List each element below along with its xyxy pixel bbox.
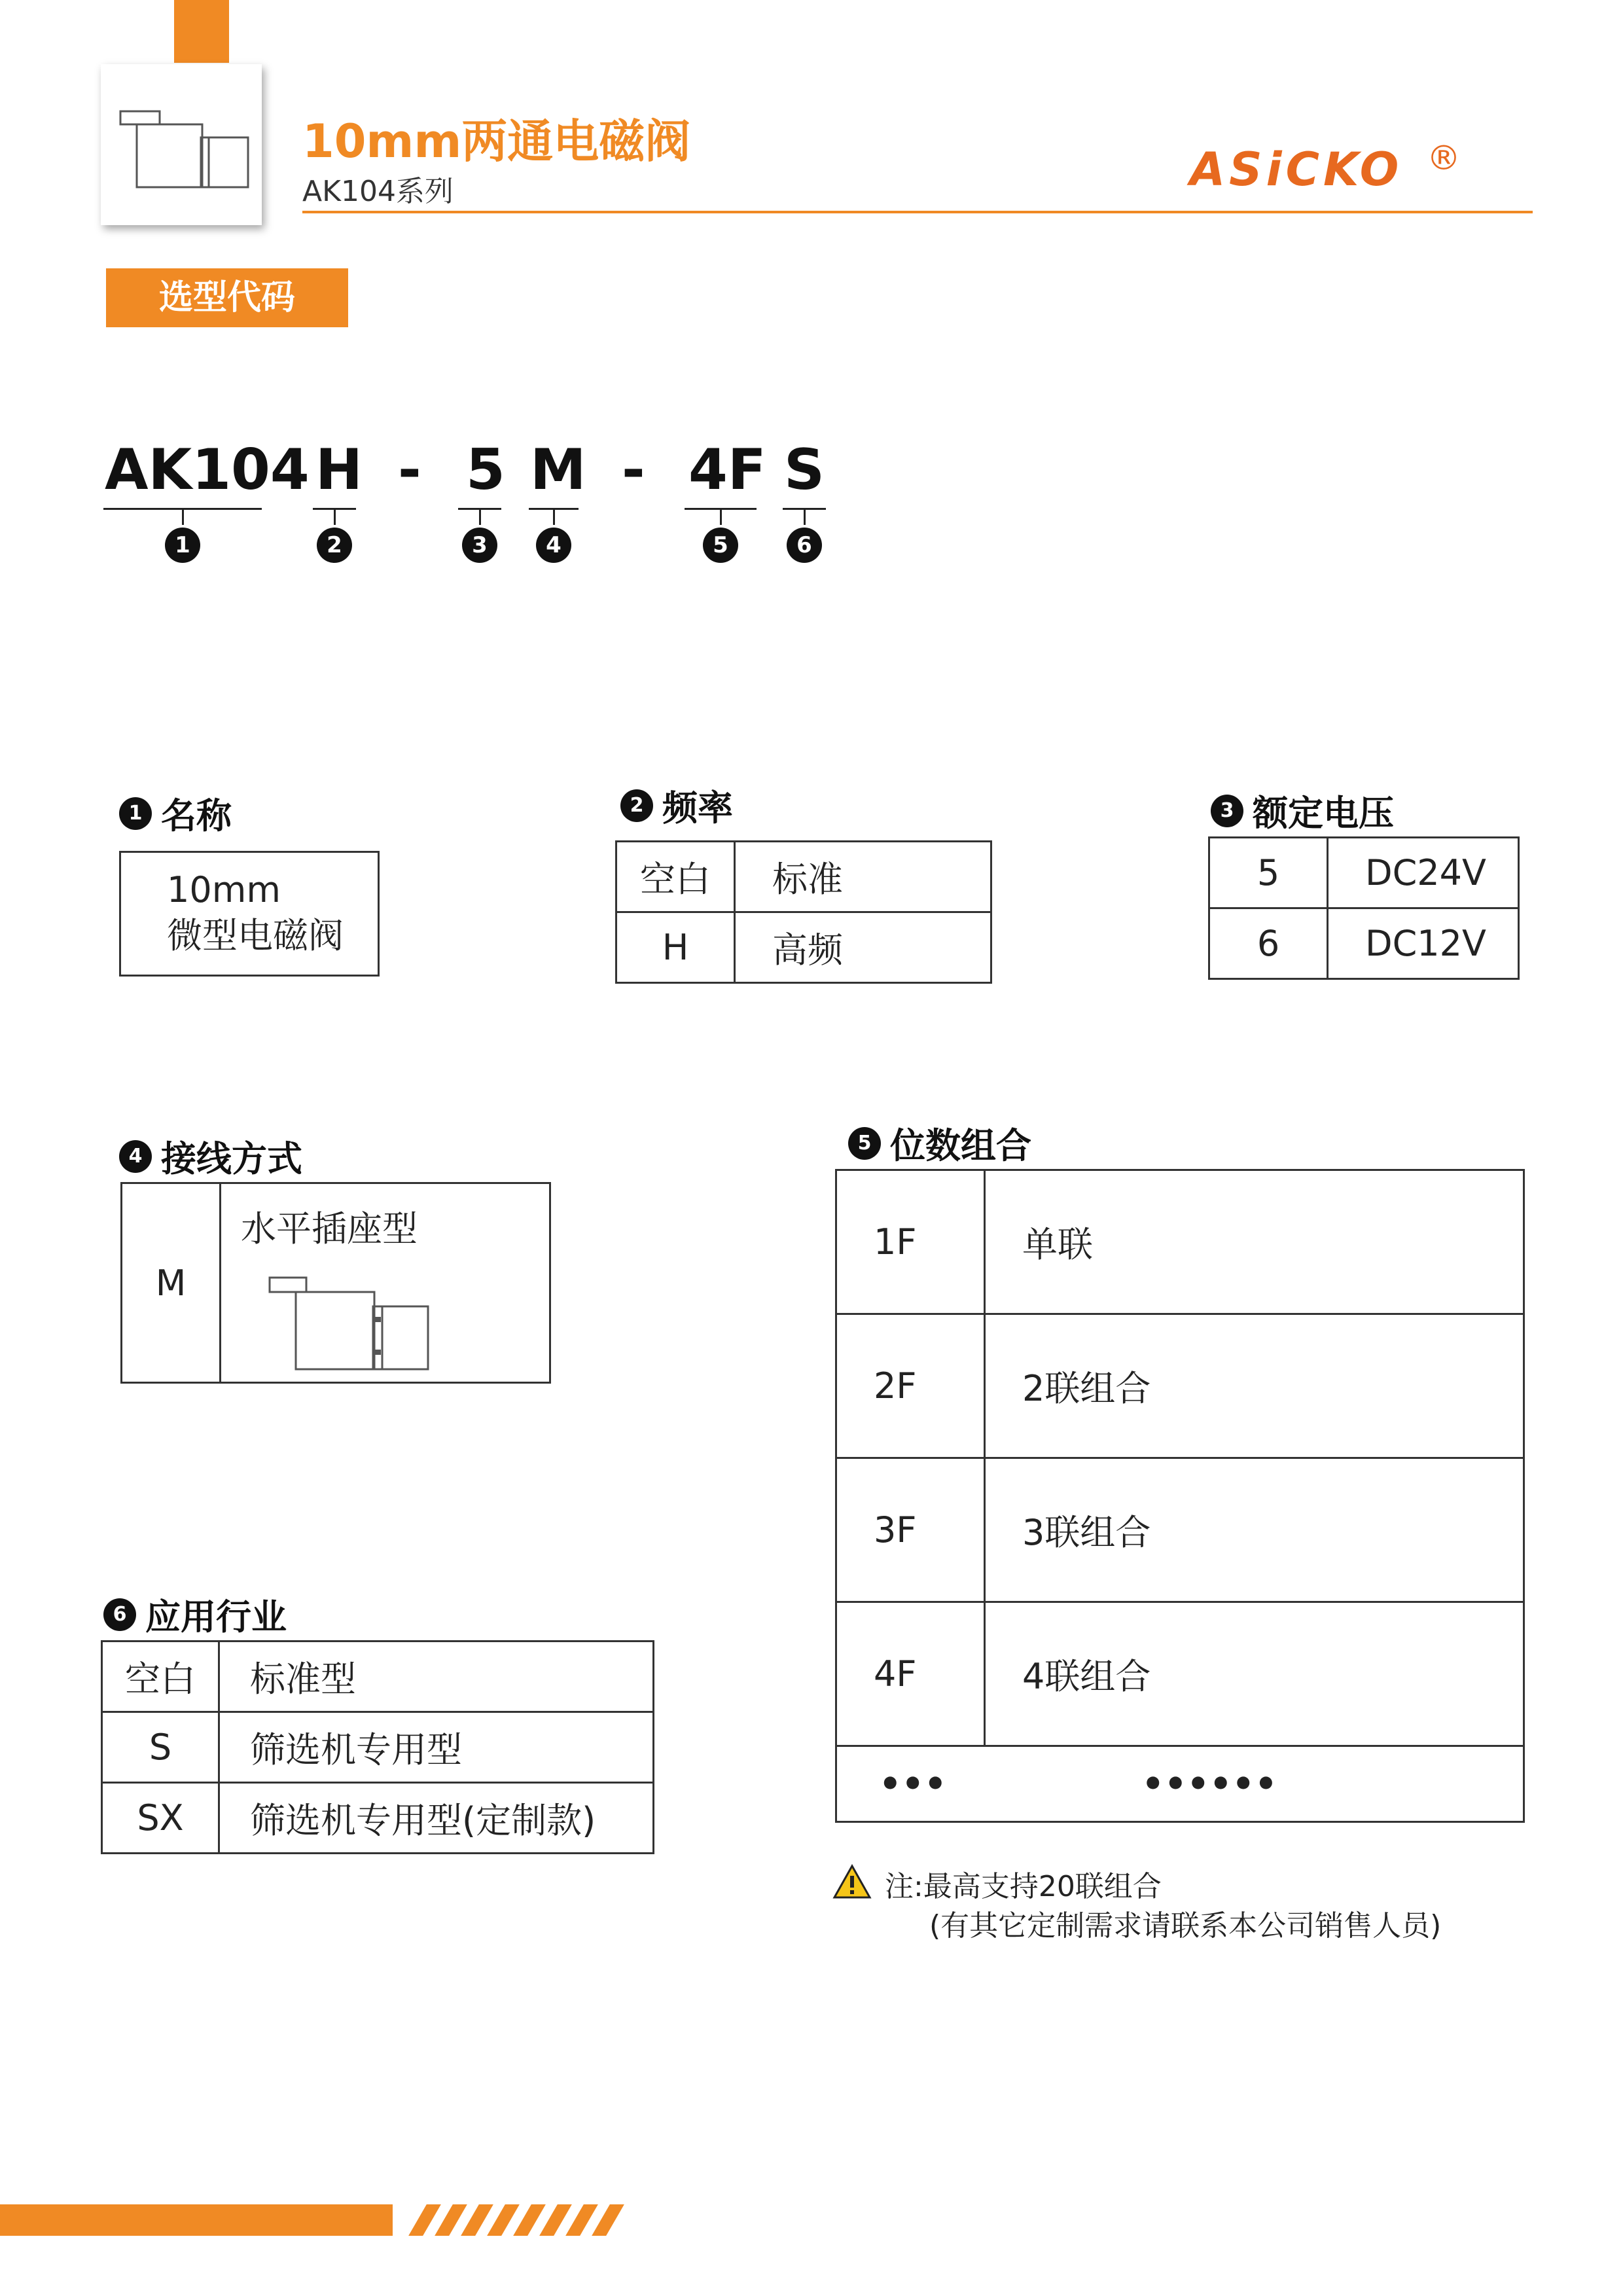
table-cell-desc: 标准型 [219, 1641, 654, 1712]
table-cell-desc: 4联组合 [985, 1602, 1524, 1746]
table-cell-desc: 标准 [735, 842, 991, 912]
code-part-wiring: M [530, 437, 586, 503]
registered-mark: ® [1427, 139, 1461, 178]
table-row [1209, 908, 1519, 979]
table-cell-desc: 2联组合 [985, 1314, 1524, 1458]
section-number: 4 [119, 1140, 152, 1173]
brand-logo: ASiCKO [1190, 143, 1403, 196]
footer-stripe [0, 2204, 393, 2236]
table-row [836, 1458, 1524, 1602]
footer-slash [408, 2204, 441, 2236]
section-title: 额定电压 [1253, 793, 1394, 834]
table-cell-desc [221, 1183, 550, 1383]
code-part-positions: 4F [688, 437, 766, 503]
page-subtitle: AK104系列 [302, 175, 454, 208]
section-number: 5 [848, 1127, 881, 1160]
positions-table [835, 1169, 1525, 1823]
code-stem [553, 509, 555, 525]
table-cell-code: 1F [836, 1170, 985, 1314]
section-number: 1 [119, 797, 152, 830]
code-part-frequency: H [315, 437, 363, 503]
wiring-table [120, 1182, 551, 1384]
section-number: 6 [103, 1598, 136, 1631]
code-part-series: AK104 [105, 437, 310, 503]
voltage-table [1208, 836, 1520, 980]
code-stem [479, 509, 481, 525]
table-cell-code: 5 [1209, 838, 1328, 908]
code-stem [720, 509, 722, 525]
code-stem [334, 509, 336, 525]
valve-thumbnail [101, 64, 262, 225]
valve-drawing-icon [101, 64, 262, 225]
section-frequency-heading [620, 780, 733, 831]
table-cell-code: ••• [836, 1746, 985, 1822]
table-row [102, 1641, 654, 1712]
table-cell-code: H [616, 912, 735, 983]
code-number-2: 2 [317, 528, 352, 563]
code-number-1: 1 [165, 528, 200, 563]
code-number-4: 4 [536, 528, 571, 563]
table-cell-desc: •••••• [985, 1746, 1524, 1822]
table-cell-code: S [102, 1712, 219, 1783]
table-row [1209, 838, 1519, 908]
table-cell-code: M [122, 1183, 221, 1383]
code-stem [804, 509, 806, 525]
table-cell-code: SX [102, 1783, 219, 1854]
code-part-voltage: 5 [466, 437, 505, 503]
page-title: 10mm两通电磁阀 [302, 115, 691, 168]
footer-slash [435, 2204, 467, 2236]
section-title: 频率 [662, 787, 733, 829]
section-application-heading [103, 1589, 287, 1640]
table-cell-desc: 单联 [985, 1170, 1524, 1314]
section-name-heading [119, 788, 232, 838]
wiring-desc: 水平插座型 [241, 1208, 418, 1249]
section-number: 3 [1211, 795, 1243, 827]
table-cell-code: 4F [836, 1602, 985, 1746]
horizontal-socket-valve-icon [267, 1265, 463, 1376]
section-number: 2 [620, 789, 653, 822]
table-row [836, 1170, 1524, 1314]
section-positions-heading [848, 1118, 1031, 1168]
section-title: 应用行业 [145, 1596, 287, 1638]
code-stem [182, 509, 184, 525]
section-voltage-heading [1211, 785, 1394, 836]
table-row [616, 912, 991, 983]
table-row [122, 1183, 550, 1383]
table-cell-desc: DC24V [1328, 838, 1519, 908]
footer-slash [513, 2204, 546, 2236]
code-part-application: S [784, 437, 825, 503]
table-cell-desc: 筛选机专用型 [219, 1712, 654, 1783]
name-line: 微型电磁阀 [167, 915, 344, 956]
footer-slash [487, 2204, 520, 2236]
header-accent-tab [174, 0, 229, 63]
table-row [102, 1783, 654, 1854]
code-dash: - [622, 437, 645, 503]
footer-slash [461, 2204, 493, 2236]
header-divider [302, 211, 1533, 213]
table-cell-desc: 3联组合 [985, 1458, 1524, 1602]
section-title: 接线方式 [161, 1138, 302, 1179]
table-row [836, 1746, 1524, 1822]
name-line: 10mm [167, 869, 281, 910]
table-row [836, 1602, 1524, 1746]
table-cell-code: 6 [1209, 908, 1328, 979]
footer-slash [565, 2204, 598, 2236]
table-cell-desc: DC12V [1328, 908, 1519, 979]
footer-slash [539, 2204, 572, 2236]
frequency-table [615, 840, 992, 984]
code-dash: - [398, 437, 421, 503]
table-cell-code: 3F [836, 1458, 985, 1602]
table-cell-code: 2F [836, 1314, 985, 1458]
table-row [836, 1314, 1524, 1458]
footer-slash [592, 2204, 624, 2236]
section-title: 名称 [161, 795, 232, 836]
table-row [616, 842, 991, 912]
table-cell-code: 空白 [102, 1641, 219, 1712]
table-cell-code: 空白 [616, 842, 735, 912]
section-badge: 选型代码 [106, 268, 348, 327]
code-number-3: 3 [462, 528, 497, 563]
note-line-1: 注:最高支持20联组合 [885, 1870, 1162, 1903]
section-title: 位数组合 [890, 1125, 1031, 1166]
table-cell-desc: 筛选机专用型(定制款) [219, 1783, 654, 1854]
table-row [102, 1712, 654, 1783]
table-cell-desc: 高频 [735, 912, 991, 983]
warning-icon [832, 1864, 872, 1902]
code-number-5: 5 [703, 528, 738, 563]
code-number-6: 6 [787, 528, 822, 563]
application-table [101, 1640, 654, 1854]
section-wiring-heading [119, 1131, 302, 1181]
name-box [119, 851, 380, 977]
note-line-2: (有其它定制需求请联系本公司销售人员) [929, 1909, 1442, 1943]
